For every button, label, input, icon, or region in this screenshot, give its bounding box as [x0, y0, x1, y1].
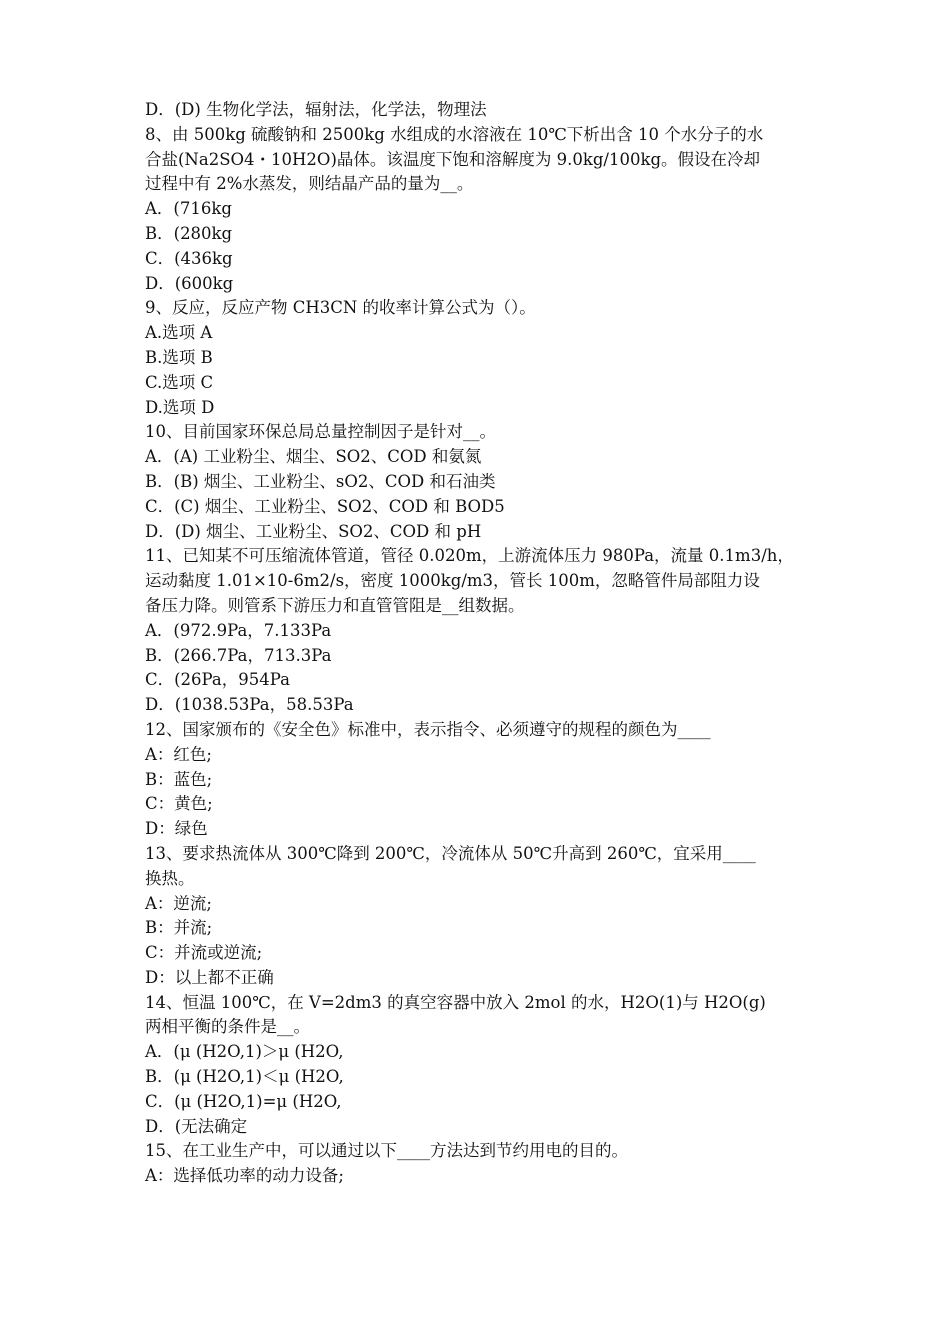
question-13-line: 13、要求热流体从 300℃降到 200℃，冷流体从 50℃升高到 260℃，宜采用____ [145, 843, 756, 863]
option-line: B．(B) 烟尘、工业粉尘、sO2、COD 和石油类 [145, 471, 496, 491]
option-line: A．(A) 工业粉尘、烟尘、SO2、COD 和氨氮 [145, 447, 482, 467]
question-13-line: 换热。 [145, 868, 195, 888]
option-line: A．(716kg [145, 199, 232, 219]
option-line: A．(972.9Pa，7.133Pa [145, 620, 332, 640]
option-line: C．(436kg [145, 248, 233, 268]
option-line: D．(600kg [145, 273, 234, 293]
option-line: A：红色; [145, 744, 212, 764]
option-line: A.选项 A [145, 323, 213, 343]
option-line: C．(26Pa，954Pa [145, 670, 290, 690]
option-line: D：绿色 [145, 819, 208, 839]
document-page [145, 98, 809, 1189]
question-11-line: 11、已知某不可压缩流体管道，管径 0.020m，上游流体压力 980Pa，流量 0.1m3/h， [145, 546, 794, 566]
question-8-line: 合盐(Na2SO4・10H2O)晶体。该温度下饱和溶解度为 9.0kg/100kg。假设在冷却 [145, 149, 761, 169]
question-10-line: 10、目前国家环保总局总量控制因子是针对__。 [145, 422, 496, 442]
question-11-line: 备压力降。则管系下游压力和直管管阻是__组数据。 [145, 595, 525, 615]
option-line: A．(μ (H2O,1)＞μ (H2O, [145, 1042, 344, 1062]
question-8-line: 过程中有 2%水蒸发，则结晶产品的量为__。 [145, 174, 474, 194]
option-line: A：逆流; [145, 893, 212, 913]
option-line: B：并流; [145, 918, 213, 938]
option-line: C．(C) 烟尘、工业粉尘、SO2、COD 和 BOD5 [145, 496, 505, 516]
option-line: D：以上都不正确 [145, 967, 274, 987]
question-14-line: 14、恒温 100℃，在 V=2dm3 的真空容器中放入 2mol 的水，H2O(1)与 H2O(g) [145, 992, 766, 1012]
option-line: B．(μ (H2O,1)＜μ (H2O, [145, 1067, 344, 1087]
option-line: C：黄色; [145, 794, 213, 814]
option-line: D．(1038.53Pa，58.53Pa [145, 695, 354, 715]
question-12-line: 12、国家颁布的《安全色》标准中，表示指令、必须遵守的规程的颜色为____ [145, 719, 711, 739]
option-line: B．(280kg [145, 223, 233, 243]
option-line: B．(266.7Pa，713.3Pa [145, 645, 332, 665]
option-line: A：选择低功率的动力设备; [145, 1166, 344, 1186]
question-8-line: 8、由 500kg 硫酸钠和 2500kg 水组成的水溶液在 10℃下析出含 10 个水分子的水 [145, 124, 764, 144]
option-line: B：蓝色; [145, 769, 213, 789]
option-line: C．(μ (H2O,1)=μ (H2O, [145, 1091, 342, 1111]
option-line: D.选项 D [145, 397, 215, 417]
question-15-line: 15、在工业生产中，可以通过以下____方法达到节约用电的目的。 [145, 1141, 628, 1161]
question-9-line: 9、反应，反应产物 CH3CN 的收率计算公式为（）。 [145, 298, 536, 318]
option-line: C：并流或逆流; [145, 943, 263, 963]
option-line: C.选项 C [145, 372, 214, 392]
option-line: D．(无法确定 [145, 1116, 248, 1136]
question-11-line: 运动黏度 1.01×10-6m2/s，密度 1000kg/m3，管长 100m，忽略管件局部阻力设 [145, 571, 760, 591]
option-line: D．(D) 生物化学法，辐射法，化学法，物理法 [145, 100, 487, 119]
option-line: B.选项 B [145, 347, 213, 367]
question-14-line: 两相平衡的条件是__。 [145, 1017, 310, 1037]
option-line: D．(D) 烟尘、工业粉尘、SO2、COD 和 pH [145, 521, 482, 541]
